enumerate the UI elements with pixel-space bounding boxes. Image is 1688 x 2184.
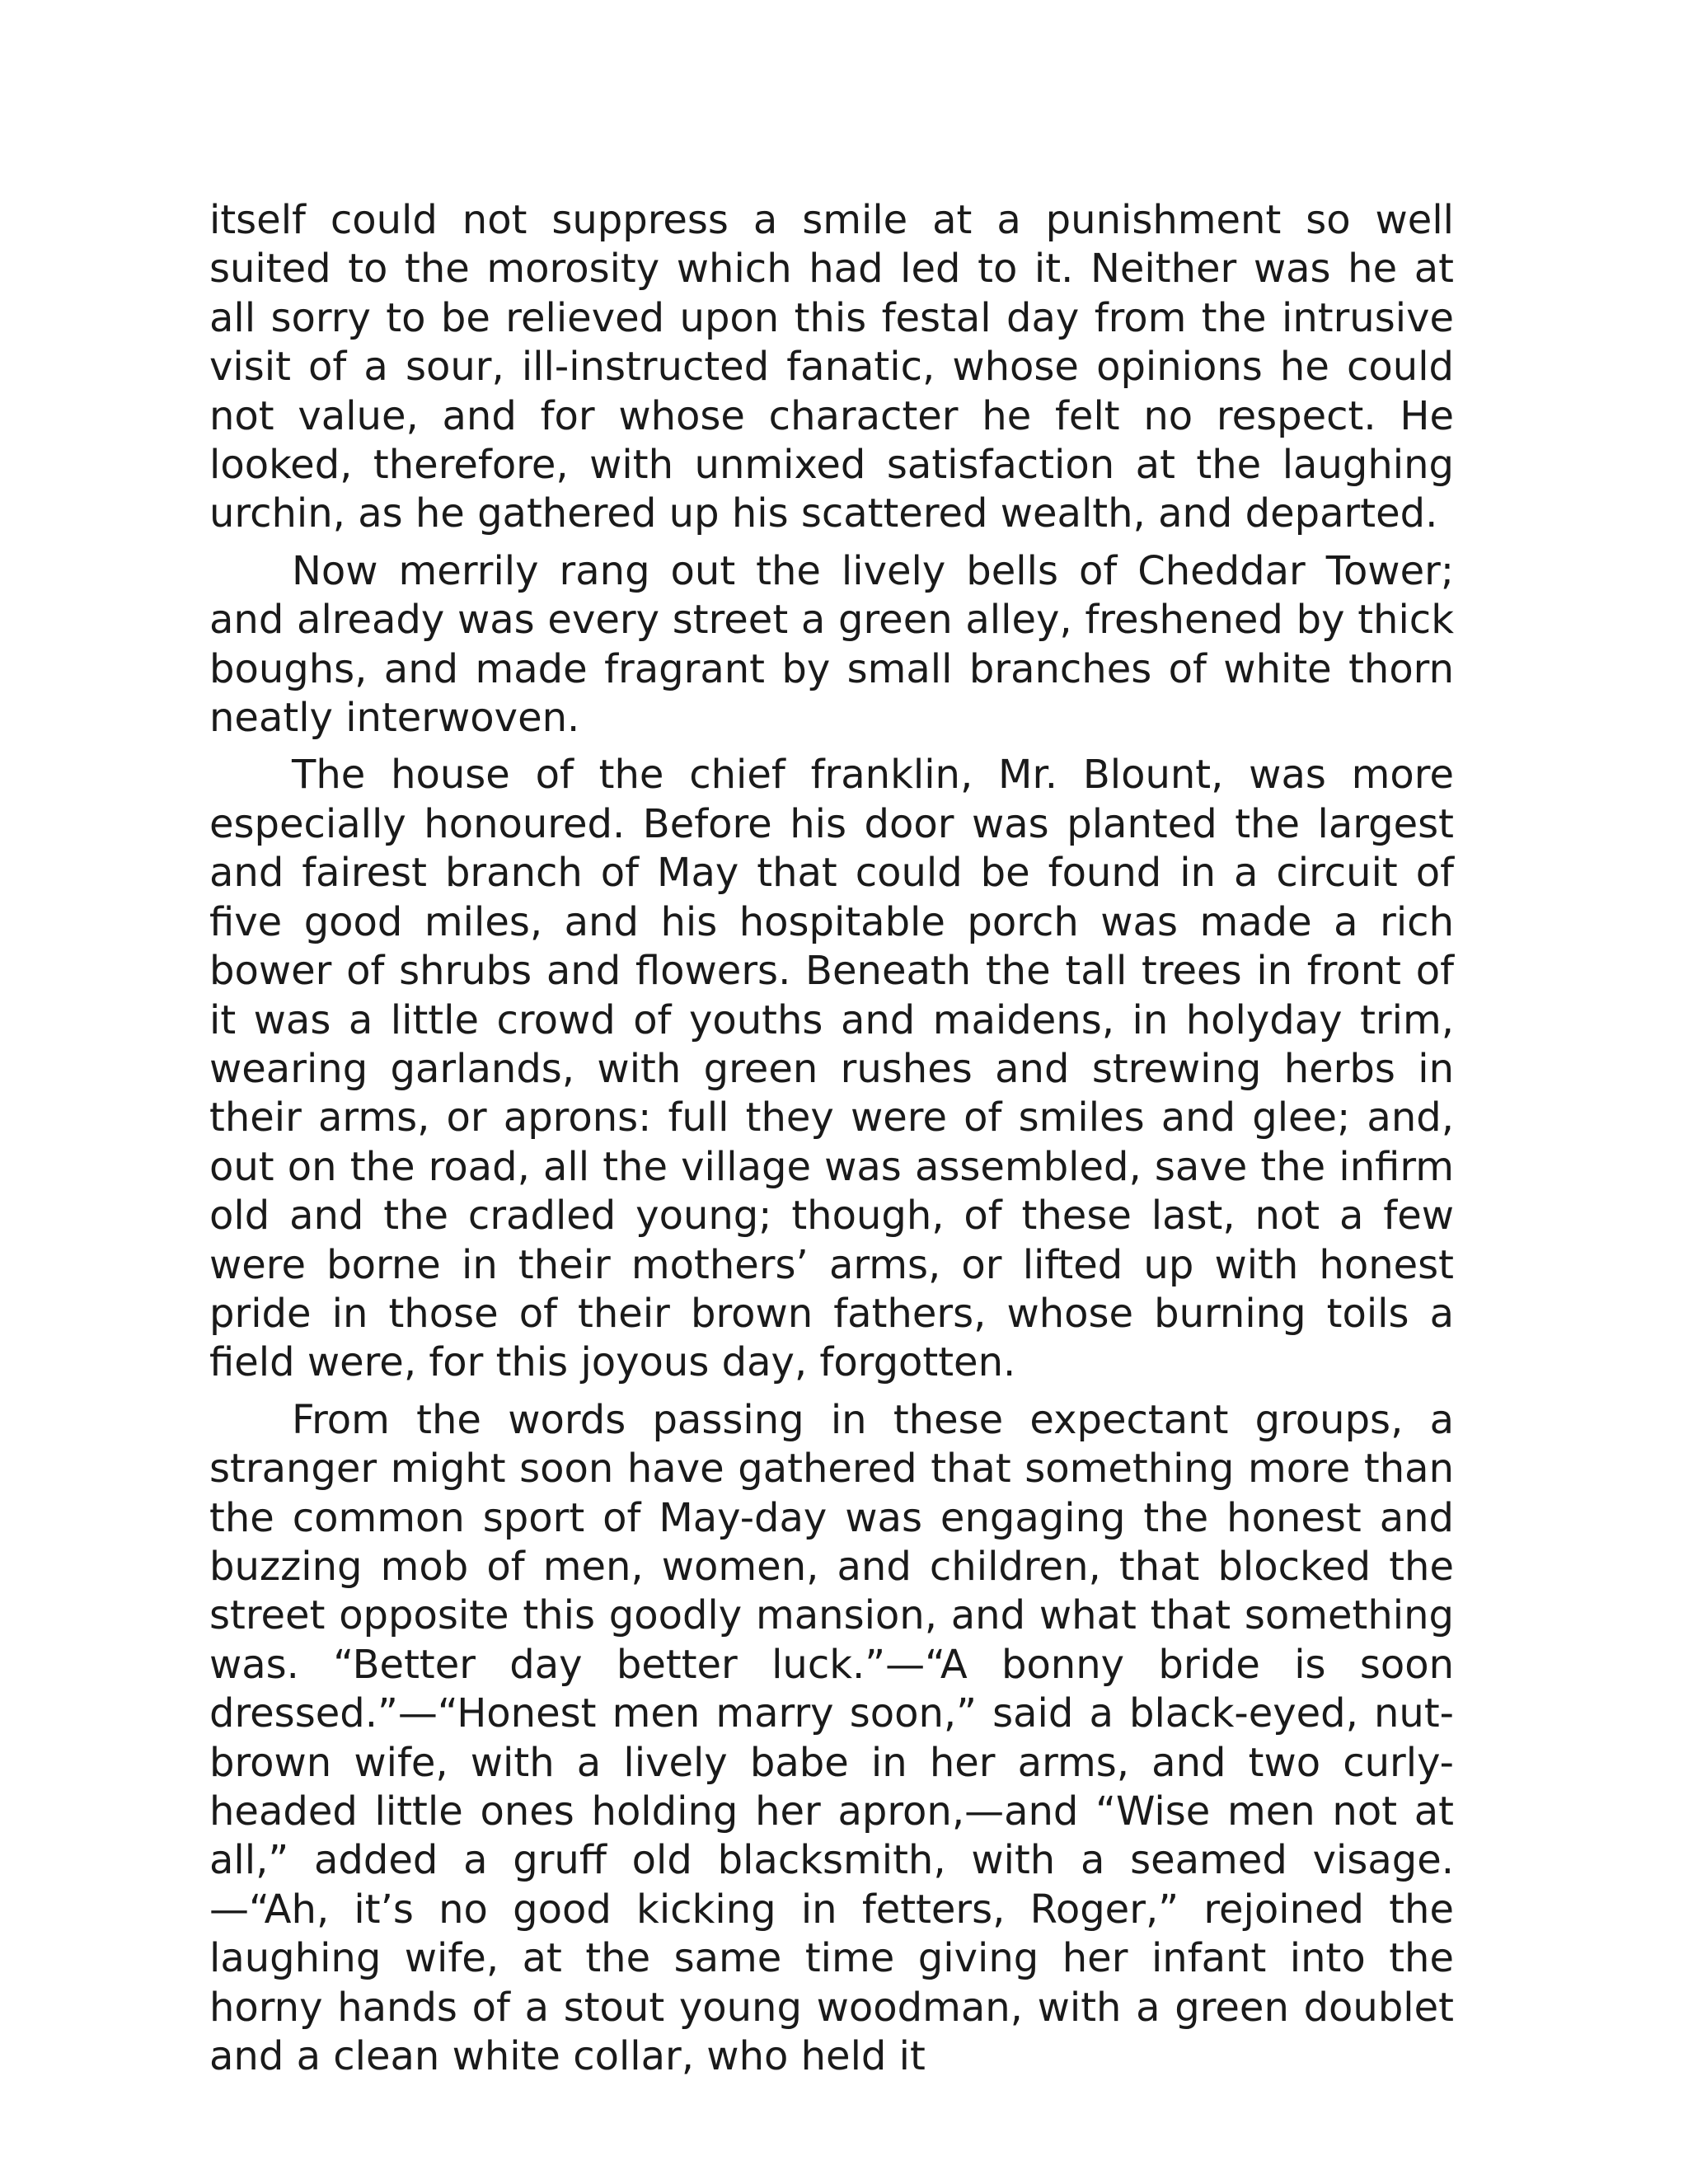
paragraph-franklin-house: The house of the chief franklin, Mr. Blount, was more especially honoured. Before his door was planted the largest and fairest branch of May that could be found in a circuit of five good miles, and his hospitable porch was made a rich bower of shrubs and flowers. Beneath the tall trees in front of it was a little crowd of youths and maidens, in holyday trim, wearing garlands, with green rushes and strewing herbs in their arms, or aprons: full they were of smiles and glee; and, out on the road, all the village was assembled, save the infirm old and the cradled young; though, of these last, not a few were borne in their mothers’ arms, or lifted up with honest pride in those of their brown fathers, whose burning toils a field were, for this joyous day, forgotten. xyxy=(209,752,1454,1386)
body-text xyxy=(209,196,1454,2089)
paragraph-bells: Now merrily rang out the lively bells of Cheddar Tower; and already was every street a green alley, freshened by thick boughs, and made fragrant by small branches of white thorn neatly interwoven. xyxy=(209,547,1454,742)
paragraph-expectant-groups: From the words passing in these expectant groups, a stranger might soon have gathered that something more than the common sport of May-day was engaging the honest and buzzing mob of men, women, and children, that blocked the street opposite this goodly mansion, and what that something was. “Better day better luck.”—“A bonny bride is soon dressed.”—“Honest men marry soon,” said a black-eyed, nut-brown wife, with a lively babe in her arms, and two curly-headed little ones holding her apron,—and “Wise men not at all,” added a gruff old blacksmith, with a seamed visage.—“Ah, it’s no good kicking in fetters, Roger,” rejoined the laughing wife, at the same time giving her infant into the horny hands of a stout young woodman, with a green doublet and a clean white collar, who held it xyxy=(209,1396,1454,2080)
paragraph-continuation: itself could not suppress a smile at a punishment so well suited to the morosity which had led to it. Neither was he at all sorry to be relieved upon this festal day from the intrusive visit of a sour, ill-instructed fanatic, whose opinions he could not value, and for whose character he felt no respect. He looked, therefore, with unmixed satisfaction at the laughing urchin, as he gathered up his scattered wealth, and departed. xyxy=(209,197,1454,537)
